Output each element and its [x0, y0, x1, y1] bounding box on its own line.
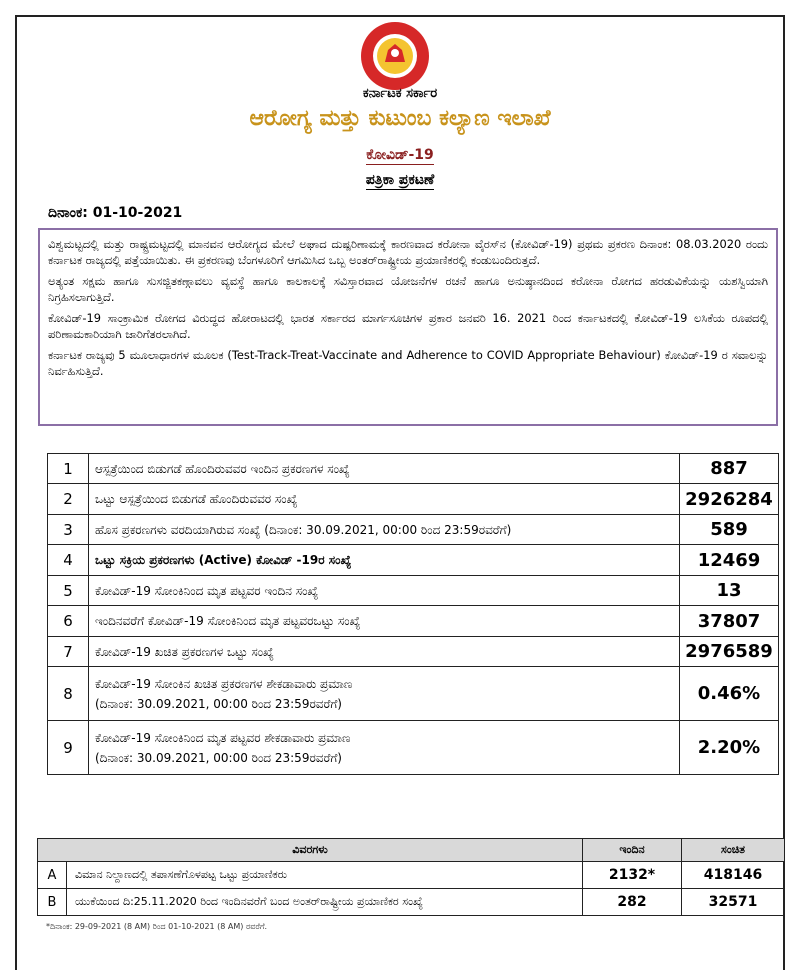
row-value: 0.46%: [680, 667, 779, 721]
row-number: 2: [48, 484, 89, 515]
intro-paragraph: ಕರ್ನಾಟಕ ರಾಜ್ಯವು 5 ಮೂಲಾಧಾರಗಳ ಮೂಲಕ (Test-Track-Treat-Vaccinate and Adherence to COVID Appropriate Behaviour) ಕೋವಿಡ್-19 ರ ಸವಾಲನ್ನು ನಿರ್ವಹಿಸುತ್ತಿದೆ.: [48, 348, 768, 378]
row-value: 13: [680, 576, 779, 606]
table-row: [38, 862, 785, 889]
row-number: 7: [48, 637, 89, 667]
row-value: 2926284: [680, 484, 779, 515]
header-cumulative: ಸಂಚಿತ: [682, 839, 785, 862]
table-row: [48, 484, 779, 515]
row-description-line: ಕೋವಿಡ್-19 ಸೋಂಕಿನ ಖಚಿತ ಪ್ರಕರಣಗಳ ಶೇಕಡಾವಾರು ಪ್ರಮಾಣ: [95, 676, 353, 691]
table-row: [38, 889, 785, 916]
department-title: ಆರೋಗ್ಯ ಮತ್ತು ಕುಟುಂಬ ಕಲ್ಯಾಣ ಇಲಾಖೆ: [249, 106, 551, 131]
footnote: *ದಿನಾಂಕ: 29-09-2021 (8 AM) ರಿಂದ 01-10-2021 (8 AM) ರವರೆಗೆ.: [46, 922, 268, 931]
row-cumulative-value: 32571: [682, 889, 785, 916]
covid-stats-table: [47, 453, 779, 775]
row-cumulative-value: 418146: [682, 862, 785, 889]
traveler-screening-table: [37, 838, 785, 916]
row-description: ಕೋವಿಡ್-19 ಖಚಿತ ಪ್ರಕರಣಗಳ ಒಟ್ಟು ಸಂಖ್ಯೆ: [89, 637, 680, 667]
row-number: 1: [48, 454, 89, 484]
row-value: 37807: [680, 606, 779, 637]
row-value: 2976589: [680, 637, 779, 667]
row-number: 9: [48, 721, 89, 775]
row-value: 887: [680, 454, 779, 484]
row-number: 5: [48, 576, 89, 606]
row-today-value: 282: [583, 889, 682, 916]
row-number: 8: [48, 667, 89, 721]
row-description: ಒಟ್ಟು ಆಸ್ಪತ್ರೆಯಿಂದ ಬಿಡುಗಡೆ ಹೊಂದಿರುವವರ ಸಂಖ್ಯೆ: [89, 484, 680, 515]
row-description: [89, 667, 680, 721]
row-description: ವಿಮಾನ ನಿಲ್ದಾಣದಲ್ಲಿ ತಪಾಸಣೆಗೊಳಪಟ್ಟ ಒಟ್ಟು ಪ್ರಯಾಣಿಕರು: [67, 862, 583, 889]
karnataka-emblem-icon: [352, 20, 438, 92]
header-today: ಇಂದಿನ: [583, 839, 682, 862]
row-description: ಒಟ್ಟು ಸಕ್ರಿಯ ಪ್ರಕರಣಗಳು (Active) ಕೋವಿಡ್ -19ರ ಸಂಖ್ಯೆ: [89, 545, 680, 576]
row-description: ಆಸ್ಪತ್ರೆಯಿಂದ ಬಿಡುಗಡೆ ಹೊಂದಿರುವವರ ಇಂದಿನ ಪ್ರಕರಣಗಳ ಸಂಖ್ಯೆ: [89, 454, 680, 484]
row-description: ಯುಕೆಯಿಂದ ದಿ:25.11.2020 ರಿಂದ ಇಂದಿನವರೆಗೆ ಬಂದ ಅಂತರ್‌ರಾಷ್ಟ್ರೀಯ ಪ್ರಯಾಣಿಕರ ಸಂಖ್ಯೆ: [67, 889, 583, 916]
table-header-row: [38, 839, 785, 862]
table-row: [48, 576, 779, 606]
row-value: 589: [680, 515, 779, 545]
intro-paragraph: ಕೋವಿಡ್-19 ಸಾಂಕ್ರಾಮಿಕ ರೋಗದ ವಿರುದ್ಧದ ಹೋರಾಟದಲ್ಲಿ ಭಾರತ ಸರ್ಕಾರದ ಮಾರ್ಗಸೂಚಿಗಳ ಪ್ರಕಾರ ಜನವರಿ 16. 2021 ರಿಂದ ಕರ್ನಾಟಕದಲ್ಲಿ ಕೋವಿಡ್-19 ಲಸಿಕೆಯ ರೂಪದಲ್ಲಿ ಪರಿಣಾಮಕಾರಿಯಾಗಿ ಜಾರಿಗೆತರಲಾಗಿದೆ.: [48, 311, 768, 341]
header-details: ವಿವರಗಳು: [38, 839, 583, 862]
row-description-date: (ದಿನಾಂಕ: 30.09.2021, 00:00 ರಿಂದ 23:59ರವರೆಗೆ): [95, 750, 342, 765]
row-value: 2.20%: [680, 721, 779, 775]
covid-heading: ಕೋವಿಡ್-19: [366, 147, 434, 163]
intro-box: [38, 228, 778, 426]
row-description-line: ಕೋವಿಡ್-19 ಸೋಂಕಿನಿಂದ ಮೃತ ಪಟ್ಟವರ ಶೇಕಡಾವಾರು ಪ್ರಮಾಣ: [95, 730, 351, 745]
row-description: [89, 721, 680, 775]
row-number: 6: [48, 606, 89, 637]
row-letter: A: [38, 862, 67, 889]
table-row: [48, 721, 779, 775]
government-name: ಕರ್ನಾಟಕ ಸರ್ಕಾರ: [362, 86, 438, 101]
release-date: ದಿನಾಂಕ: 01-10-2021: [48, 205, 183, 221]
table-row: [48, 454, 779, 484]
table-row: [48, 637, 779, 667]
row-description: ಹೊಸ ಪ್ರಕರಣಗಳು ವರದಿಯಾಗಿರುವ ಸಂಖ್ಯೆ (ದಿನಾಂಕ: 30.09.2021, 00:00 ರಿಂದ 23:59ರವರೆಗೆ): [89, 515, 680, 545]
row-today-value: 2132*: [583, 862, 682, 889]
table-row: [48, 667, 779, 721]
row-description: ಇಂದಿನವರೆಗೆ ಕೋವಿಡ್-19 ಸೋಂಕಿನಿಂದ ಮೃತ ಪಟ್ಟವರಒಟ್ಟು ಸಂಖ್ಯೆ: [89, 606, 680, 637]
row-description-date: (ದಿನಾಂಕ: 30.09.2021, 00:00 ರಿಂದ 23:59ರವರೆಗೆ): [95, 696, 342, 711]
intro-paragraph: ಅತ್ಯಂತ ಸಕ್ಷಮ ಹಾಗೂ ಸುಸಜ್ಜಿತಕಣ್ಗಾವಲು ವ್ಯವಸ್ಥೆ ಹಾಗೂ ಕಾಲಕಾಲಕ್ಕೆ ಸವಿಸ್ತಾರವಾದ ಯೋಜನೆಗಳ ರಚನೆ ಹಾಗೂ ಅನುಷ್ಠಾನದಿಂದ ಕರೋನಾ ರೋಗದ ಹರಡುವಿಕೆಯನ್ನು ಯಶಸ್ವಿಯಾಗಿ ನಿಗ್ರಹಿಸಲಾಗುತ್ತಿದೆ.: [48, 274, 768, 304]
press-release-heading: ಪತ್ರಿಕಾ ಪ್ರಕಟಣೆ: [365, 172, 435, 188]
table-row: [48, 545, 779, 576]
row-description: ಕೋವಿಡ್-19 ಸೋಂಕಿನಿಂದ ಮೃತ ಪಟ್ಟವರ ಇಂದಿನ ಸಂಖ್ಯೆ: [89, 576, 680, 606]
row-number: 3: [48, 515, 89, 545]
table-row: [48, 515, 779, 545]
row-value: 12469: [680, 545, 779, 576]
intro-paragraph: ವಿಶ್ವಮಟ್ಟದಲ್ಲಿ ಮತ್ತು ರಾಷ್ಟ್ರಮಟ್ಟದಲ್ಲಿ ಮಾನವನ ಆರೋಗ್ಯದ ಮೇಲೆ ಅಘಾದ ದುಷ್ಪರಿಣಾಮಕ್ಕೆ ಕಾರಣವಾದ ಕರೋನಾ ವೈರಸ್‌ನ (ಕೋವಿಡ್-19) ಪ್ರಥಮ ಪ್ರಕರಣ ದಿನಾಂಕ: 08.03.2020 ರಂದು ಕರ್ನಾಟಕ ರಾಜ್ಯದಲ್ಲಿ ಪತ್ತೆಯಾಯಿತು. ಈ ಪ್ರಕರಣವು ಬೆಂಗಳೂರಿಗೆ ಆಗಮಿಸಿದ ಒಬ್ಬ ಅಂತರ್‌ರಾಷ್ಟ್ರೀಯ ಪ್ರಯಾಣಿಕರಲ್ಲಿ ಕಂಡುಬಂದಿರುತ್ತದೆ.: [48, 237, 768, 267]
table-row: [48, 606, 779, 637]
row-letter: B: [38, 889, 67, 916]
row-number: 4: [48, 545, 89, 576]
